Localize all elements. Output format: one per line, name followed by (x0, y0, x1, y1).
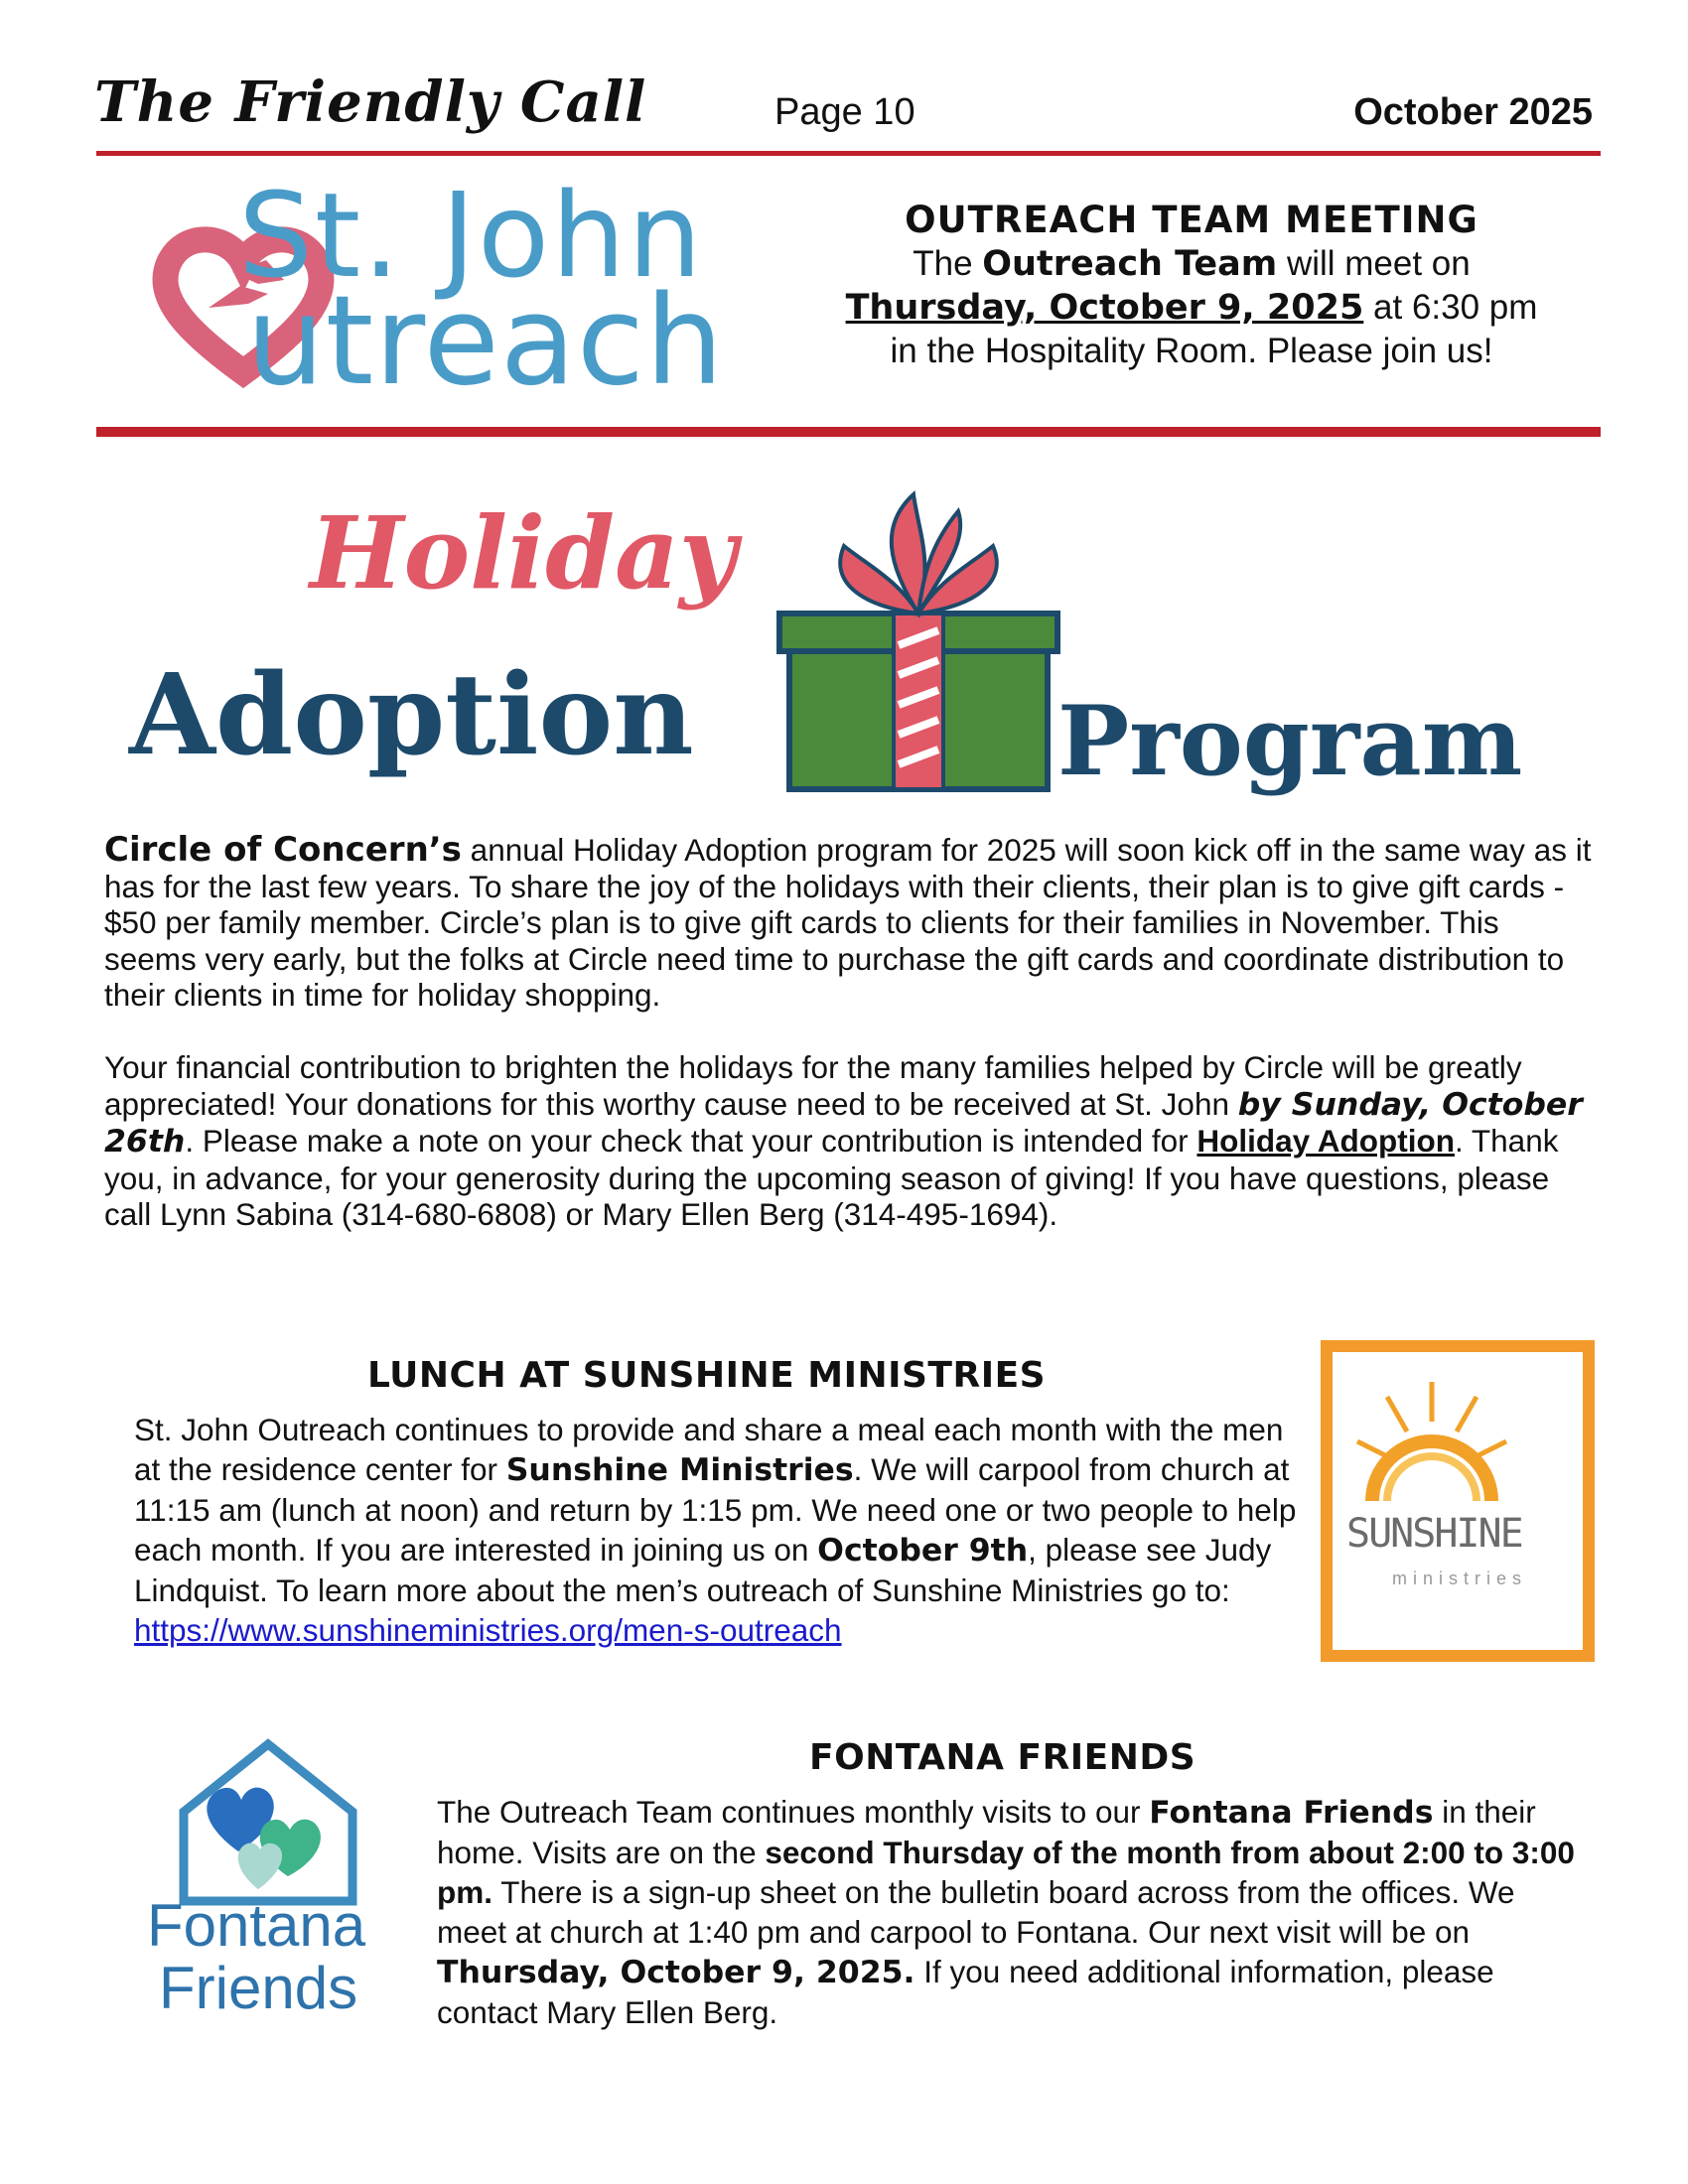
adoption-paragraph-2: Your financial contribution to brighten the holidays for the many families helped by Circle will be greatly appreciated! Your donations for this worthy cause need to be received at St. John by Sunday, October 26th. Please make a note on your check that your contribution is intended for Holiday Adoption. Thank you, in advance, for your generosity during the upcoming season of giving! If you have questions, please call Lynn Sabina (314-680-6808) or Mary Ellen Berg (314-495-1694). (104, 1049, 1583, 1232)
adoption-paragraph-1: Circle of Concern’s annual Holiday Adoption program for 2025 will soon kick off in the same way as it has for the last few years. To share the joy of the holidays with their clients, their plan is to give gift cards - $50 per family member. Circle’s plan is to give gift cards to clients for their families in November. This seems very early, but the folks at Circle need time to purchase the gift cards and coordinate distribution to their clients in time for holiday shopping. (104, 830, 1592, 1013)
sunshine-outreach-link[interactable]: https://www.sunshineministries.org/men-s-outreach (134, 1612, 842, 1648)
logo-st-john-text: St. John (238, 167, 704, 304)
fontana-heading: FONTANA FRIENDS (809, 1737, 1196, 1778)
gift-box-icon (770, 486, 1067, 794)
lunch-heading: LUNCH AT SUNSHINE MINISTRIES (367, 1355, 1047, 1396)
page-number: Page 10 (774, 91, 915, 133)
fontana-paragraph: The Outreach Team continues monthly visits to our Fontana Friends in their home. Visits are on the second Thursday of the month from about 2:00 to 3:00 pm. There is a sign-up sheet on the bulletin board across from the offices. We meet at church at 1:40 pm and carpool to Fontana. Our next visit will be on Thursday, October 9, 2025. If you need additional information, please contact Mary Ellen Berg. (437, 1794, 1575, 2030)
meeting-line-2: Thursday, October 9, 2025 at 6:30 pm (845, 288, 1538, 328)
logo-outreach-text: utreach (246, 270, 725, 413)
lunch-paragraph: St. John Outreach continues to provide and share a meal each month with the men at the residence center for Sunshine Ministries. We will carpool from church at 11:15 am (lunch at noon) and return by 1:15 pm. We need one or two people to help each month. If you are interested in joining us on October 9th, please see Judy Lindquist. To learn more about the men’s outreach of Sunshine Ministries go to: https://www.sunshineministries.org/men-s-outreach (134, 1412, 1297, 1648)
newsletter-title: The Friendly Call (94, 69, 647, 135)
sunshine-name: SUNSHINE (1346, 1511, 1522, 1557)
meeting-heading: OUTREACH TEAM MEETING (905, 199, 1478, 241)
meeting-line-3: in the Hospitality Room. Please join us! (890, 332, 1493, 370)
section-divider (96, 427, 1601, 437)
meeting-notice (814, 199, 1569, 373)
meeting-line-1: The Outreach Team will meet on (913, 244, 1471, 284)
issue-date: October 2025 (1353, 91, 1593, 133)
banner-program-text: Program (1057, 685, 1523, 797)
banner-adoption-text: Adoption (129, 650, 694, 780)
sunshine-sub: ministries (1392, 1569, 1528, 1588)
sun-rays-icon (1333, 1352, 1583, 1650)
fontana-logo-line-2: Friends (159, 1955, 358, 2021)
sunshine-ministries-logo (1321, 1340, 1595, 1662)
fontana-logo-line-1: Fontana (147, 1892, 366, 1959)
header-divider (96, 151, 1601, 156)
banner-holiday-text: Holiday (310, 494, 737, 612)
